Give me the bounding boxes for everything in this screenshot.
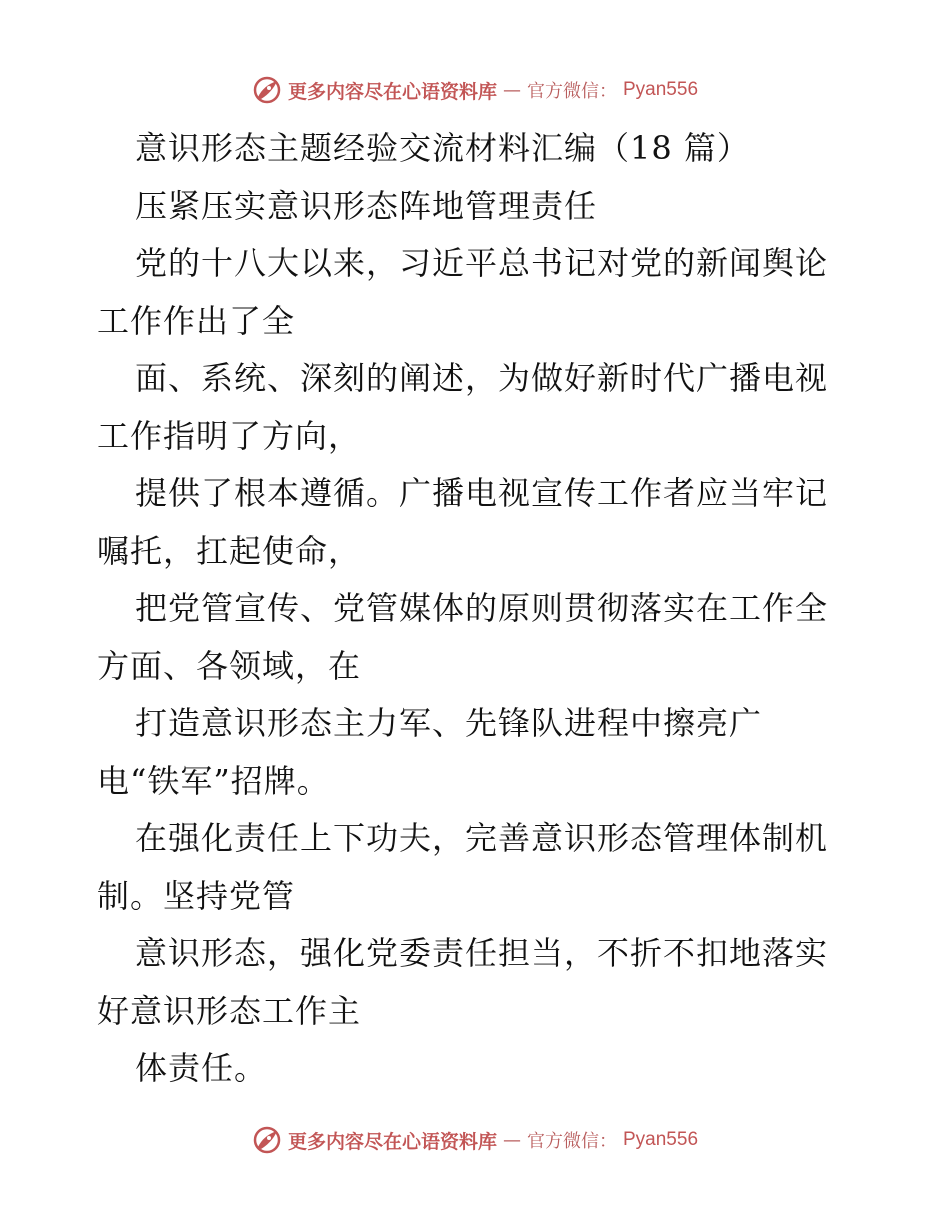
text-line: 打造意识形态主力军、先锋队进程中擦亮广 [135,704,763,742]
text-line: 工作作出了全 [97,301,296,340]
banner-dash: — [503,1129,521,1151]
header-watermark-banner [0,70,950,110]
banner-wechat-handle: Pyan556 [623,79,699,100]
text-line: 工作指明了方向， [97,416,362,455]
text-line: 意识形态，强化党委责任担当，不折不扣地落实 [135,934,829,972]
footer-watermark-banner [0,1120,950,1160]
text-line: 提供了根本遵循。广播电视宣传工作者应当牢记 [135,474,829,512]
text-line: 党的十八大以来，习近平总书记对党的新闻舆论 [135,244,829,282]
banner-wechat-label: 官方微信： [527,81,617,102]
banner-brand-text: 更多内容尽在心语资料库 [287,80,497,103]
pen-nib-logo-icon [252,1125,282,1155]
text-line: 意识形态主题经验交流材料汇编（18 篇） [135,129,750,167]
text-line: 电“铁军”招牌。 [97,761,330,800]
text-line: 体责任。 [135,1049,268,1087]
text-line: 嘱托，扛起使命， [97,531,362,570]
text-line: 把党管宣传、党管媒体的原则贯彻落实在工作全 [135,589,829,627]
text-line: 面、系统、深刻的阐述，为做好新时代广播电视 [135,359,829,397]
text-line: 压紧压实意识形态阵地管理责任 [135,186,598,225]
banner-brand-text: 更多内容尽在心语资料库 [287,1130,497,1153]
text-line: 制。坚持党管 [97,876,296,915]
banner-wechat-label: 官方微信： [527,1131,617,1152]
text-line: 在强化责任上下功夫，完善意识形态管理体制机 [135,819,829,857]
banner-wechat-handle: Pyan556 [623,1129,699,1150]
banner-dash: — [503,79,521,101]
pen-nib-logo-icon [252,75,282,105]
text-line: 方面、各领域，在 [97,646,362,685]
document-body [97,120,857,1098]
text-line: 好意识形态工作主 [97,991,362,1030]
